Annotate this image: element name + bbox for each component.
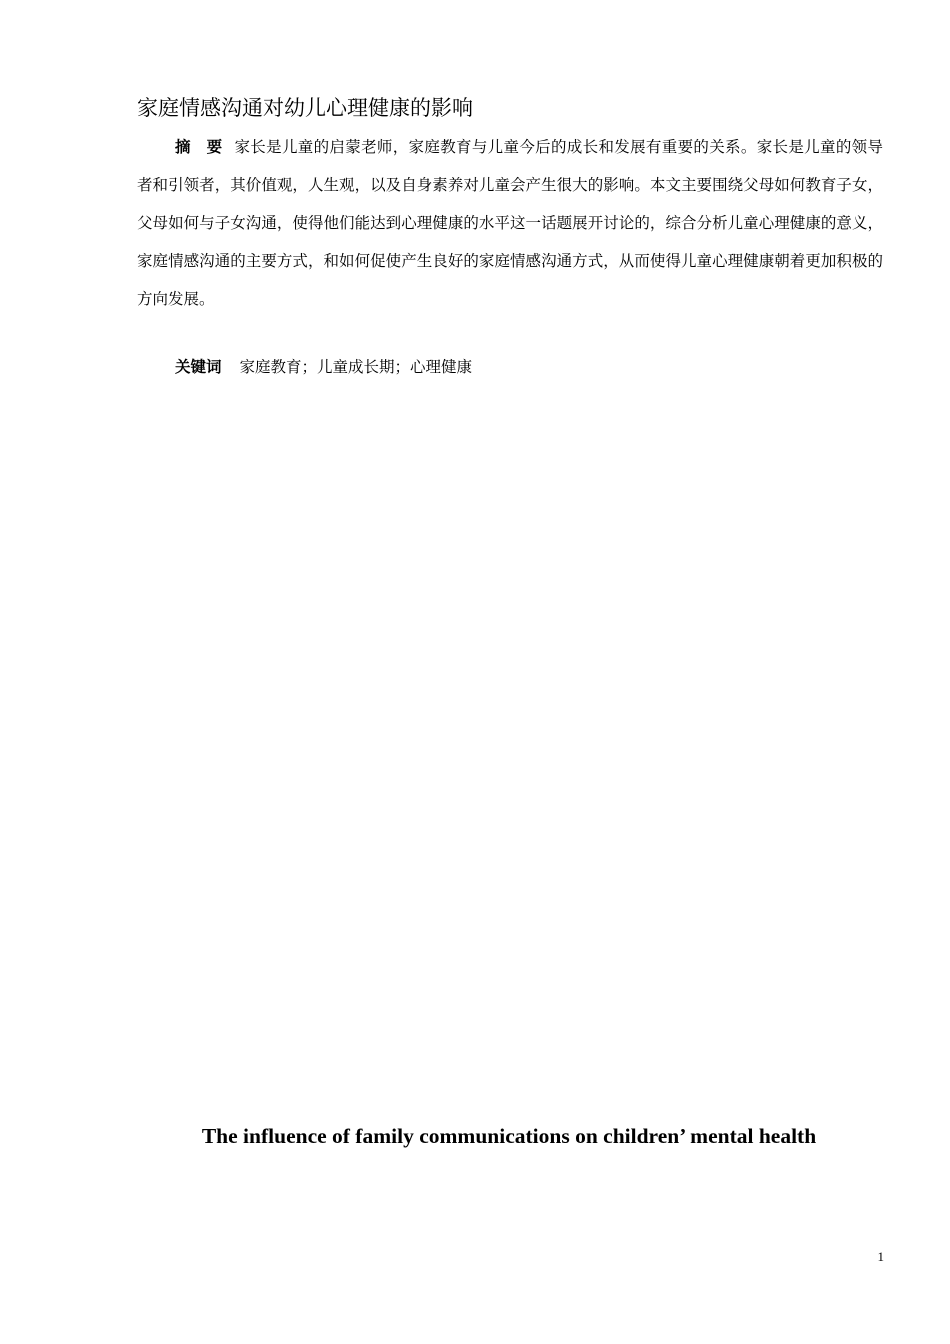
keywords-text: 家庭教育；儿童成长期；心理健康: [239, 358, 473, 376]
page-number: 1: [877, 1249, 884, 1264]
keywords-label: 关键词: [175, 358, 222, 376]
abstract-text: 家长是儿童的启蒙老师，家庭教育与儿童今后的成长和发展有重要的关系。家长是儿童的领导者和引领者，其价值观，人生观，以及自身素养对儿童会产生很大的影响。本文主要围绕父母如何教育子女，父母如何与子女沟通，使得他们能达到心理健康的水平这一话题展开讨论的，综合分析儿童心理健康的意义，家庭情感沟通的主要方式，和如何促使产生良好的家庭情感沟通方式，从而使得儿童心理健康朝着更加积极的方向发展。: [137, 138, 883, 308]
abstract-label: 摘 要: [175, 138, 223, 156]
abstract-paragraph: [137, 128, 883, 318]
chinese-title: 家庭情感沟通对幼儿心理健康的影响: [137, 96, 473, 120]
keywords-line: [175, 348, 472, 386]
english-title: The influence of family communications on children’ mental health: [201, 1124, 817, 1148]
